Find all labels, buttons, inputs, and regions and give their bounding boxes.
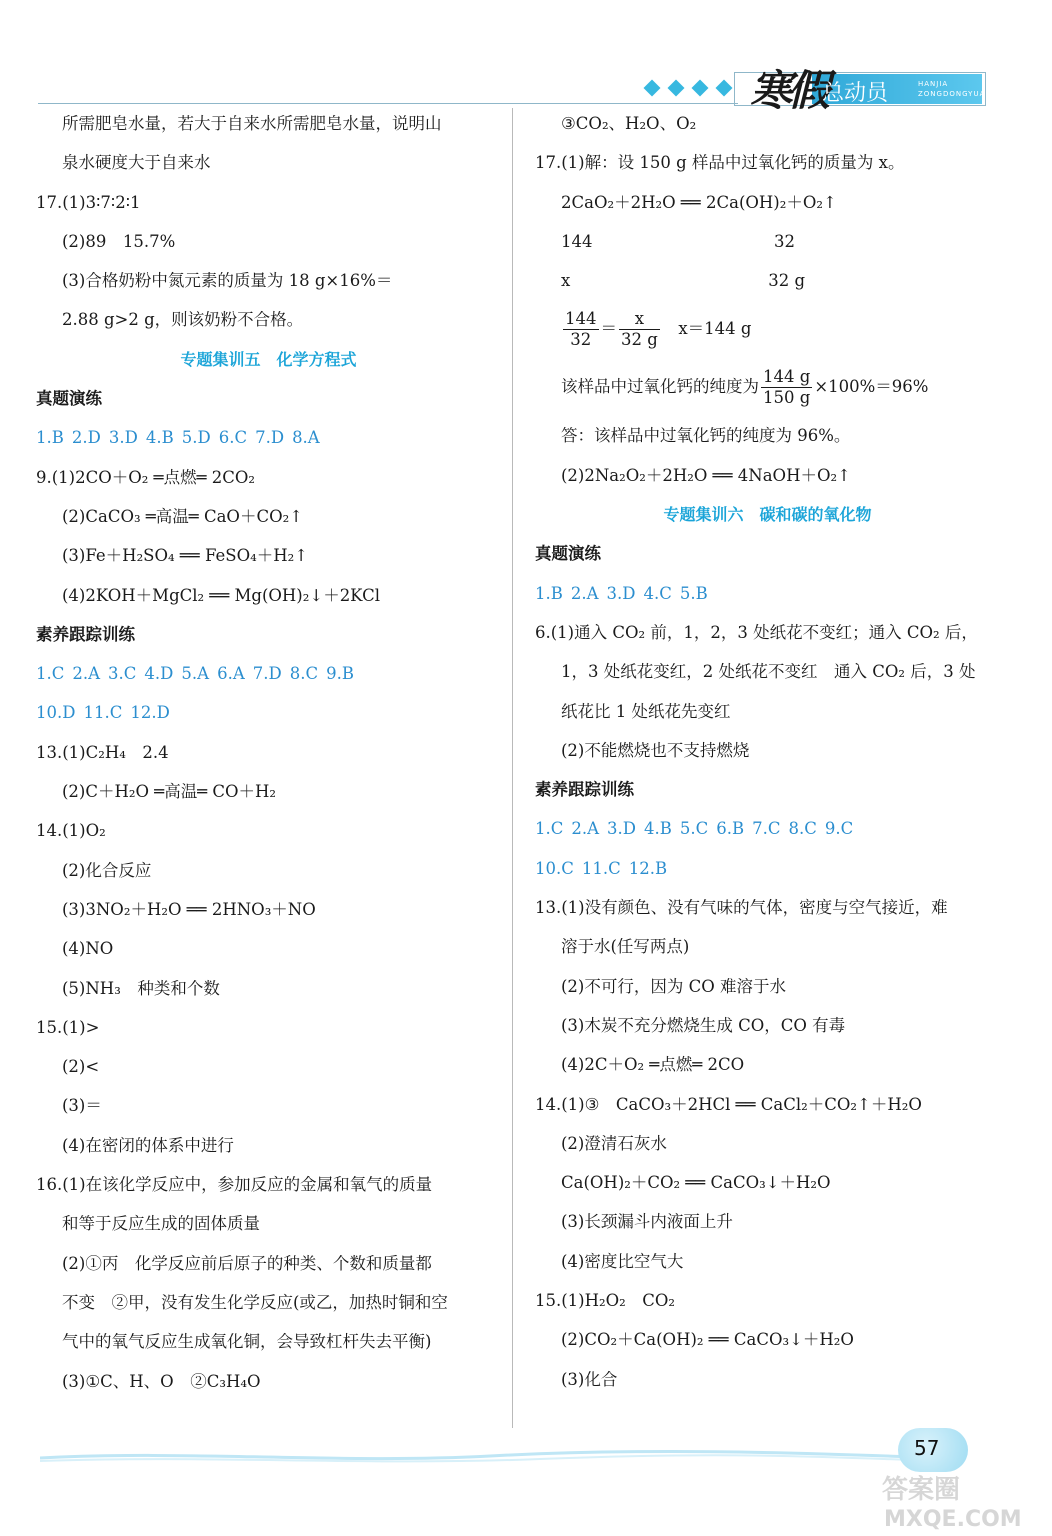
text-line: 13.(1)没有颜色、没有气味的气体，密度与空气接近，难 <box>535 898 948 918</box>
text-line: (2)CaCO₃ ═高温═ CaO＋CO₂↑ <box>62 506 304 526</box>
answer-item: 6.B <box>716 819 745 839</box>
footer-wave-decoration <box>40 1446 940 1466</box>
text-line: 15.(1)> <box>36 1017 100 1037</box>
brand-logo: 寒假 <box>750 66 827 115</box>
answer-row <box>535 849 1000 888</box>
text-line: 溶于水(任写两点) <box>561 937 690 957</box>
denominator: 32 g <box>621 330 658 350</box>
answer-item: 7.D <box>252 664 282 684</box>
text-line: (3)长颈漏斗内液面上升 <box>561 1212 733 1232</box>
text-line: 17.(1)解：设 150 g 样品中过氧化钙的质量为 x。 <box>535 153 905 173</box>
text-line: (2)2Na₂O₂＋2H₂O ══ 4NaOH＋O₂↑ <box>561 465 851 485</box>
subsection-heading: 真题演练 <box>36 389 102 409</box>
answer-item: 4.B <box>145 428 174 448</box>
answer-item: 6.A <box>217 664 245 684</box>
text-line: (3)木炭不充分燃烧生成 CO，CO 有毒 <box>561 1015 846 1035</box>
column-divider <box>512 108 513 1428</box>
text-line: (3)＝ <box>62 1096 102 1116</box>
text-line: (3)Fe＋H₂SO₄ ══ FeSO₄＋H₂↑ <box>62 546 309 566</box>
answer-item: 3.D <box>606 583 636 603</box>
diamond-icon <box>644 80 661 97</box>
answer-row <box>535 574 1000 613</box>
diamond-icon <box>668 80 685 97</box>
text-line: (2)C＋H₂O ═高温═ CO＋H₂ <box>62 782 277 802</box>
text-line: (2)不可行，因为 CO 难溶于水 <box>561 976 787 996</box>
text-line: 17.(1)3∶7∶2∶1 <box>36 192 141 212</box>
text-line: 和等于反应生成的固体质量 <box>62 1214 260 1234</box>
answer-item: 2.A <box>571 819 600 839</box>
subsection-heading: 真题演练 <box>535 544 601 564</box>
fraction <box>619 309 660 350</box>
answer-item: 10.D <box>36 703 76 723</box>
text-line: ③CO₂、H₂O、O₂ <box>561 114 697 133</box>
answer-item: 9.C <box>824 819 854 839</box>
text-line: (2)CO₂＋Ca(OH)₂ ══ CaCO₃↓＋H₂O <box>561 1330 854 1350</box>
answer-row <box>535 809 1000 848</box>
text-line: (2)澄清石灰水 <box>561 1133 667 1153</box>
answer-item: 1.C <box>535 819 564 839</box>
numerator: 144 <box>565 309 597 329</box>
text-line: (3)3NO₂＋H₂O ══ 2HNO₃＋NO <box>62 899 316 919</box>
section-title: 专题集训六 碳和碳的氧化物 <box>663 505 872 525</box>
subsection-heading: 素养跟踪训练 <box>535 780 634 800</box>
page-header <box>0 0 1052 115</box>
answer-item: 7.D <box>255 428 285 448</box>
text-line: (4)NO <box>62 939 114 959</box>
answer-item: 2.D <box>71 428 101 448</box>
text-line: (2)89 15.7% <box>62 231 176 251</box>
answer-item: 1.B <box>535 583 563 603</box>
text-line: 1，3 处纸花变红，2 处纸花不变红 通入 CO₂ 后，3 处 <box>561 662 976 682</box>
answer-item: 4.C <box>643 583 672 603</box>
brand-subtitle <box>918 79 992 99</box>
page-number: 57 <box>914 1436 940 1460</box>
text-line: (3)①C、H、O ②C₃H₄O <box>62 1371 261 1391</box>
equation-prefix: 该样品中过氧化钙的纯度为 <box>561 377 759 397</box>
fraction <box>761 367 812 408</box>
text-line: 15.(1)H₂O₂ CO₂ <box>535 1291 676 1311</box>
text-line: 6.(1)通入 CO₂ 前，1，2，3 处纸花不变红；通入 CO₂ 后， <box>535 622 978 642</box>
text-line: (2)不能燃烧也不支持燃烧 <box>561 740 750 760</box>
text-line: (3)合格奶粉中氮元素的质量为 18 g×16%＝ <box>62 271 393 291</box>
denominator: 150 g <box>763 388 811 408</box>
answer-item: 8.C <box>788 819 817 839</box>
text-line: (5)NH₃ 种类和个数 <box>62 978 220 998</box>
brand-title: 总动员 <box>822 81 889 106</box>
text-line: (2)①丙 化学反应前后原子的种类、个数和质量都 <box>62 1253 432 1273</box>
section-title: 专题集训五 化学方程式 <box>180 349 357 369</box>
text-line: (4)密度比空气大 <box>561 1251 684 1271</box>
svg-text:MXQE.COM: MXQE.COM <box>884 1507 1022 1532</box>
text-line: 泉水硬度大于自来水 <box>62 153 211 173</box>
answer-item: 5.C <box>679 819 709 839</box>
text-line: 所需肥皂水量，若大于自来水所需肥皂水量，说明山 <box>62 114 442 133</box>
answer-item: 1.B <box>36 428 64 448</box>
text-line: (4)在密闭的体系中进行 <box>62 1135 234 1155</box>
text-line: 气中的氧气反应生成氧化铜，会导致杠杆失去平衡) <box>62 1332 432 1352</box>
text-line: 13.(1)C₂H₄ 2.4 <box>36 742 169 762</box>
subsection-heading: 素养跟踪训练 <box>36 624 135 644</box>
denominator: 32 <box>570 330 592 350</box>
purity-equation <box>535 358 1000 416</box>
text-line: 不变 ②甲，没有发生化学反应(或乙，加热时铜和空 <box>62 1292 448 1312</box>
answer-item: 2.A <box>570 583 599 603</box>
answer-item: 12.B <box>628 858 668 878</box>
text-line: 2CaO₂＋2H₂O ══ 2Ca(OH)₂＋O₂↑ <box>561 192 837 212</box>
text-line: 14.(1)③ CaCO₃＋2HCl ══ CaCl₂＋CO₂↑＋H₂O <box>535 1094 922 1114</box>
result-text: ×100%＝96% <box>814 377 929 397</box>
equals-sign: ＝ <box>600 319 617 339</box>
answer-item: 10.C <box>535 858 574 878</box>
answer-row <box>36 693 501 732</box>
text-line: 144 32 <box>561 231 795 251</box>
answer-row <box>36 654 501 693</box>
answer-item: 2.A <box>72 664 101 684</box>
answer-item: 5.D <box>181 428 211 448</box>
answer-item: 8.C <box>289 664 319 684</box>
answer-item: 1.C <box>36 664 65 684</box>
text-line: 纸花比 1 处纸花先变红 <box>561 701 731 721</box>
answer-item: 11.C <box>83 703 123 723</box>
answer-row <box>36 418 501 457</box>
answer-item: 3.D <box>607 819 637 839</box>
watermark-logo <box>878 1468 1048 1532</box>
answer-item: 3.C <box>108 664 137 684</box>
text-line: (2)化合反应 <box>62 860 152 880</box>
answer-item: 4.D <box>144 664 174 684</box>
answer-item: 7.C <box>752 819 781 839</box>
left-column <box>36 104 501 1401</box>
answer-item: 3.D <box>108 428 138 448</box>
text-line: 2.88 g>2 g，则该奶粉不合格。 <box>62 310 304 330</box>
right-column <box>535 104 1000 1399</box>
diamond-icon <box>716 80 733 97</box>
fraction <box>563 309 599 350</box>
answer-item: 5.B <box>679 583 708 603</box>
text-line: 16.(1)在该化学反应中，参加反应的金属和氧气的质量 <box>36 1175 433 1195</box>
answer-item: 6.C <box>218 428 248 448</box>
text-line: (2)< <box>62 1057 100 1077</box>
answer-item: 8.A <box>292 428 320 448</box>
svg-text:答案圈: 答案圈 <box>882 1475 961 1505</box>
text-line: (4)2C＋O₂ ═点燃═ 2CO <box>561 1055 745 1075</box>
result-text: x＝144 g <box>661 319 752 339</box>
text-line: (3)化合 <box>561 1369 618 1389</box>
answer-item: 11.C <box>581 858 621 878</box>
brand-subtitle-line-2: ZONGDONGYUAN <box>918 90 992 98</box>
numerator: x <box>619 309 660 330</box>
text-line: x 32 g <box>561 271 806 291</box>
text-line: 9.(1)2CO＋O₂ ═点燃═ 2CO₂ <box>36 467 256 487</box>
text-line: 14.(1)O₂ <box>36 821 106 841</box>
diamond-icon <box>692 80 709 97</box>
answer-item: 4.B <box>644 819 672 839</box>
fraction-equation <box>535 300 1000 358</box>
brand-subtitle-line-1: HANJIA <box>918 80 949 88</box>
answer-item: 9.B <box>326 664 354 684</box>
numerator: 144 g <box>763 367 811 387</box>
text-line: Ca(OH)₂＋CO₂ ══ CaCO₃↓＋H₂O <box>561 1173 831 1193</box>
answer-item: 12.D <box>130 703 170 723</box>
header-diamond-dots <box>646 82 730 94</box>
text-line: 答：该样品中过氧化钙的纯度为 96%。 <box>561 426 851 446</box>
text-line: (4)2KOH＋MgCl₂ ══ Mg(OH)₂↓＋2KCl <box>62 585 380 605</box>
answer-item: 5.A <box>181 664 210 684</box>
